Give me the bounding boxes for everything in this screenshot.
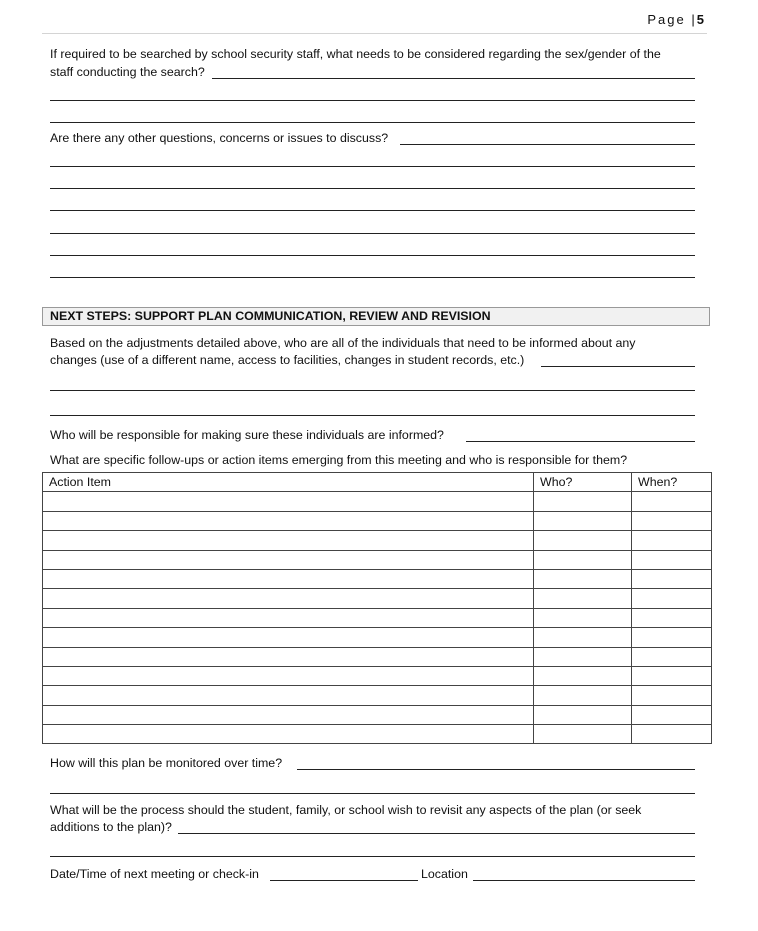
table-row [43, 550, 712, 569]
action-item-cell[interactable] [43, 705, 534, 724]
action-item-cell[interactable] [43, 608, 534, 627]
when-cell[interactable] [632, 492, 712, 511]
when-cell[interactable] [632, 511, 712, 530]
search-answer-line[interactable] [212, 78, 695, 79]
action-item-header: Action Item [43, 473, 534, 492]
who-cell[interactable] [534, 628, 632, 647]
who-cell[interactable] [534, 589, 632, 608]
action-item-cell[interactable] [43, 666, 534, 685]
informed-question-line1: Based on the adjustments detailed above, who are all of the individuals that need to be informed about any [50, 336, 636, 350]
section-heading-next-steps: NEXT STEPS: SUPPORT PLAN COMMUNICATION, REVIEW AND REVISION [42, 307, 710, 326]
action-item-cell[interactable] [43, 550, 534, 569]
when-cell[interactable] [632, 589, 712, 608]
page-number: Page |5 [647, 12, 704, 27]
table-row [43, 492, 712, 511]
table-row [43, 647, 712, 666]
who-cell[interactable] [534, 492, 632, 511]
responsible-question: Who will be responsible for making sure these individuals are informed? [50, 428, 444, 442]
other-answer-line[interactable] [50, 210, 695, 211]
revisit-question-line1: What will be the process should the student, family, or school wish to revisit any aspects of the plan (or seek [50, 803, 642, 817]
informed-answer-line[interactable] [541, 366, 695, 367]
who-cell[interactable] [534, 666, 632, 685]
action-item-cell[interactable] [43, 628, 534, 647]
when-cell[interactable] [632, 531, 712, 550]
monitor-question: How will this plan be monitored over time? [50, 756, 283, 770]
revisit-answer-line[interactable] [50, 856, 695, 857]
other-answer-line[interactable] [50, 255, 695, 256]
action-item-cell[interactable] [43, 492, 534, 511]
who-cell[interactable] [534, 725, 632, 744]
table-row [43, 628, 712, 647]
search-answer-line[interactable] [50, 100, 695, 101]
next-meeting-label: Date/Time of next meeting or check-in [50, 867, 259, 881]
action-table-body [43, 492, 712, 744]
when-cell[interactable] [632, 569, 712, 588]
action-item-cell[interactable] [43, 531, 534, 550]
informed-question-line2: changes (use of a different name, access to facilities, changes in student records, etc.) [50, 353, 525, 367]
table-row [43, 725, 712, 744]
table-row [43, 531, 712, 550]
who-cell[interactable] [534, 647, 632, 666]
action-items-table [42, 472, 712, 744]
revisit-answer-line[interactable] [178, 833, 695, 834]
table-header-row [43, 473, 712, 492]
table-row [43, 608, 712, 627]
location-input-line[interactable] [473, 880, 695, 881]
action-item-cell[interactable] [43, 725, 534, 744]
search-question-line2: staff conducting the search? [50, 65, 205, 79]
other-questions-prompt: Are there any other questions, concerns or issues to discuss? [50, 131, 389, 145]
who-header: Who? [534, 473, 632, 492]
when-cell[interactable] [632, 686, 712, 705]
informed-answer-line[interactable] [50, 415, 695, 416]
next-meeting-input-line[interactable] [270, 880, 418, 881]
other-answer-line[interactable] [50, 277, 695, 278]
who-cell[interactable] [534, 608, 632, 627]
monitor-answer-line[interactable] [50, 793, 695, 794]
who-cell[interactable] [534, 531, 632, 550]
who-cell[interactable] [534, 511, 632, 530]
table-row [43, 569, 712, 588]
other-answer-line[interactable] [50, 233, 695, 234]
informed-answer-line[interactable] [50, 390, 695, 391]
revisit-question-line2: additions to the plan)? [50, 820, 172, 834]
search-answer-line[interactable] [50, 122, 695, 123]
table-row [43, 705, 712, 724]
other-answer-line[interactable] [400, 144, 695, 145]
followups-question: What are specific follow-ups or action items emerging from this meeting and who is responsible for them? [50, 453, 628, 467]
when-cell[interactable] [632, 725, 712, 744]
who-cell[interactable] [534, 705, 632, 724]
who-cell[interactable] [534, 569, 632, 588]
header-divider [42, 33, 707, 34]
when-cell[interactable] [632, 608, 712, 627]
action-item-cell[interactable] [43, 686, 534, 705]
page-number-value: 5 [696, 12, 704, 27]
when-cell[interactable] [632, 666, 712, 685]
action-item-cell[interactable] [43, 511, 534, 530]
who-cell[interactable] [534, 686, 632, 705]
who-cell[interactable] [534, 550, 632, 569]
responsible-answer-line[interactable] [466, 441, 695, 442]
when-cell[interactable] [632, 705, 712, 724]
action-item-cell[interactable] [43, 589, 534, 608]
action-item-cell[interactable] [43, 569, 534, 588]
when-cell[interactable] [632, 550, 712, 569]
other-answer-line[interactable] [50, 166, 695, 167]
action-item-cell[interactable] [43, 647, 534, 666]
table-row [43, 686, 712, 705]
search-question-line1: If required to be searched by school security staff, what needs to be considered regarding the sex/gender of the [50, 47, 661, 61]
table-row [43, 666, 712, 685]
location-label: Location [421, 867, 468, 881]
table-row [43, 511, 712, 530]
when-cell[interactable] [632, 628, 712, 647]
monitor-answer-line[interactable] [297, 769, 695, 770]
other-answer-line[interactable] [50, 188, 695, 189]
table-row [43, 589, 712, 608]
when-header: When? [632, 473, 712, 492]
page-label: Page [647, 12, 686, 27]
when-cell[interactable] [632, 647, 712, 666]
